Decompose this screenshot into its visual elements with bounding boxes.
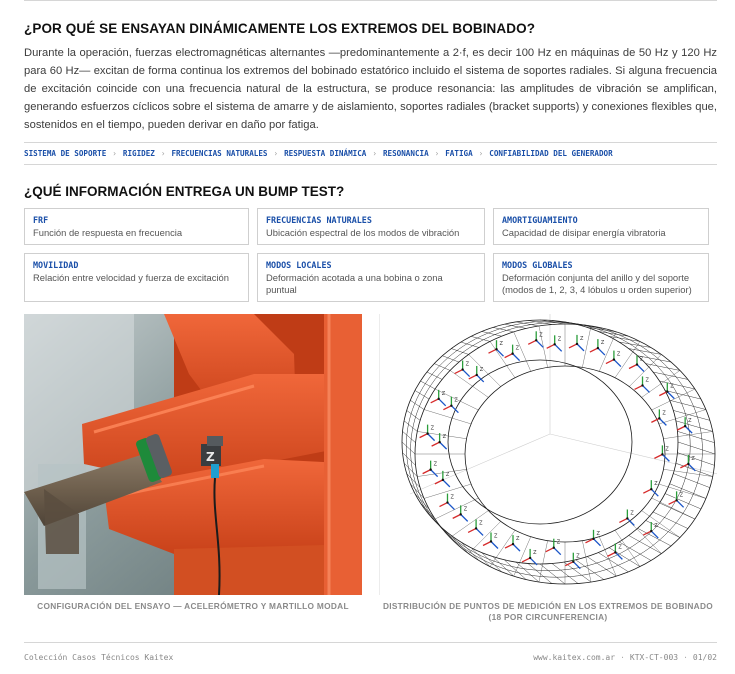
point-axis-label: Z xyxy=(630,510,634,517)
measurement-point xyxy=(460,513,462,515)
point-axis-y xyxy=(463,370,470,377)
measurement-point xyxy=(684,425,686,427)
card-description: Función de respuesta en frecuencia xyxy=(33,227,183,238)
mesh-line xyxy=(677,431,714,442)
point-axis-y xyxy=(447,503,454,510)
point-axis-x xyxy=(488,349,496,353)
point-axis-label: Z xyxy=(454,397,458,404)
point-axis-x xyxy=(522,558,530,562)
point-axis-label: Z xyxy=(433,461,438,468)
top-divider xyxy=(24,0,717,1)
measurement-point xyxy=(438,441,440,443)
point-axis-label: Z xyxy=(533,549,537,556)
point-axis-y xyxy=(614,360,621,367)
point-axis-label: Z xyxy=(499,341,503,348)
measurement-point xyxy=(429,468,431,470)
point-axis-label: Z xyxy=(579,335,584,342)
point-axis-y xyxy=(651,531,658,538)
mesh-line xyxy=(673,474,710,488)
intro-paragraph: Durante la operación, fuerzas electromagnéticas alternantes —predominantemente a 2·f, es decir 100 Hz en máquinas de 50 Hz y 120 Hz para 60 Hz— excitan de forma continua los extremos del bobinado estatórico incluido el sistema de soportes radiales. Si alguna frecuencia de excitación coincide con una frecuencia natural de la estructura, se produce resonancia: las amplitudes de vibración se amplifican, generando esfuerzos cíclicos sobre el sistema de amarre y de aislamiento, soportes radiales (bracket supports) y conexiones flexibles que, sostenidos en el tiempo, pueden derivar en daño por fatiga. xyxy=(24,47,717,132)
measurement-point xyxy=(641,384,643,386)
measurement-point xyxy=(512,543,514,545)
measurement-points-diagram xyxy=(379,314,717,595)
info-card-frf xyxy=(24,208,249,245)
point-axis-label: Z xyxy=(465,361,470,368)
mesh-line xyxy=(450,511,488,538)
point-axis-label: Z xyxy=(691,455,695,462)
point-axis-x xyxy=(432,442,440,446)
mesh-line xyxy=(539,541,548,582)
point-axis-label: Z xyxy=(679,492,684,499)
mesh-line xyxy=(461,342,479,347)
point-axis-label: Z xyxy=(450,494,454,501)
point-axis-label: Z xyxy=(494,533,498,540)
point-axis-y xyxy=(461,514,468,521)
measurement-point xyxy=(553,343,555,345)
point-axis-label: Z xyxy=(479,366,484,373)
point-axis-label: Z xyxy=(479,520,483,527)
info-card-global-modes xyxy=(493,253,709,302)
mesh-line xyxy=(528,320,552,324)
footer-document-code: KTX-CT-003 xyxy=(629,653,679,662)
mesh-line xyxy=(451,535,468,553)
point-axis-x xyxy=(420,434,428,438)
test-setup-illustration xyxy=(24,314,362,595)
tag-separator: › xyxy=(273,149,279,158)
point-axis-y xyxy=(598,348,605,355)
measurement-point xyxy=(687,463,689,465)
point-axis-x xyxy=(455,370,463,374)
point-axis-x xyxy=(439,503,447,507)
mesh-line xyxy=(663,469,712,476)
measurement-point xyxy=(450,404,452,406)
footer-website[interactable]: www.kaitex.com.ar xyxy=(533,653,616,662)
measurement-point xyxy=(461,368,463,370)
keyword-tag[interactable]: RESONANCIA xyxy=(382,149,429,158)
mesh-line xyxy=(629,349,662,355)
measurement-point xyxy=(658,417,660,419)
section-title-bump-test: ¿QUÉ INFORMACIÓN ENTREGA UN BUMP TEST? xyxy=(24,184,345,199)
mesh-line xyxy=(410,400,424,409)
footer-page-number: 01/02 xyxy=(692,653,717,662)
mesh-line xyxy=(579,326,591,367)
point-axis-x xyxy=(669,500,677,504)
measurement-point xyxy=(437,398,439,400)
measurement-point xyxy=(442,479,444,481)
measurement-point xyxy=(529,557,531,559)
keyword-tag[interactable]: FRECUENCIAS NATURALES xyxy=(171,149,268,158)
footer-separator: · xyxy=(620,653,625,662)
info-card-grid xyxy=(24,208,717,302)
point-axis-label: Z xyxy=(654,523,658,530)
bottom-divider xyxy=(24,642,717,643)
mesh-line xyxy=(652,389,695,410)
point-axis-y xyxy=(651,489,658,496)
card-title: AMORTIGUAMIENTO xyxy=(502,215,578,225)
card-title: MOVILIDAD xyxy=(33,260,79,270)
card-title: FRF xyxy=(33,215,49,225)
measurement-point xyxy=(572,560,574,562)
point-axis-y xyxy=(662,454,669,461)
point-axis-y xyxy=(555,344,562,351)
winding-end-wireframe xyxy=(380,314,717,595)
measurement-point xyxy=(446,501,448,503)
measurement-point xyxy=(614,551,616,553)
mesh-line xyxy=(514,537,531,576)
card-title: MODOS LOCALES xyxy=(266,260,332,270)
mesh-line xyxy=(642,370,680,397)
point-axis-x xyxy=(423,470,431,474)
tag-separator: › xyxy=(478,149,484,158)
card-title: FRECUENCIAS NATURALES xyxy=(266,215,372,225)
point-axis-y xyxy=(577,344,584,351)
point-axis-y xyxy=(554,548,561,555)
point-axis-y xyxy=(677,500,684,507)
keyword-tag[interactable]: SISTEMA DE SOPORTE xyxy=(24,149,107,158)
measurement-point xyxy=(490,540,492,542)
point-axis-x xyxy=(565,562,573,566)
measurement-point xyxy=(535,339,537,341)
info-card-mobility xyxy=(24,253,249,302)
point-axis-x xyxy=(607,552,615,556)
mesh-line xyxy=(420,503,435,519)
sensor-connector xyxy=(211,464,219,478)
point-axis-x xyxy=(606,360,614,364)
point-axis-x xyxy=(629,365,637,369)
point-axis-label: Z xyxy=(515,345,520,352)
mesh-line xyxy=(427,512,442,529)
point-axis-y xyxy=(476,528,483,535)
point-axis-label: Z xyxy=(441,390,446,397)
point-axis-y xyxy=(637,365,644,372)
point-axis-label: Z xyxy=(639,356,644,363)
tag-separator: › xyxy=(434,149,440,158)
info-card-natural-frequencies xyxy=(257,208,485,245)
point-axis-y xyxy=(440,442,447,449)
point-axis-label: Z xyxy=(665,446,669,453)
point-axis-y xyxy=(573,562,580,569)
point-axis-label: Z xyxy=(445,471,450,478)
mesh-line xyxy=(450,370,488,397)
point-axis-y xyxy=(443,480,450,487)
mesh-line xyxy=(402,442,415,454)
tag-separator: › xyxy=(160,149,166,158)
point-axis-label: Z xyxy=(688,418,692,425)
mesh-line xyxy=(582,541,591,582)
measurement-point xyxy=(613,358,615,360)
measurement-point xyxy=(650,530,652,532)
measurement-point xyxy=(576,343,578,345)
keyword-tag[interactable]: RIGIDEZ xyxy=(122,149,155,158)
card-description: Capacidad de disipar energía vibratoria xyxy=(502,227,666,238)
mesh-line xyxy=(676,421,713,432)
point-axis-label: Z xyxy=(645,377,649,384)
point-axis-y xyxy=(491,541,498,548)
info-card-local-modes xyxy=(257,253,485,302)
card-description: Relación entre velocidad y fuerza de excitación xyxy=(33,272,229,283)
mesh-line xyxy=(540,564,565,584)
tag-separator: › xyxy=(112,149,117,158)
measurement-point xyxy=(661,453,663,455)
point-axis-y xyxy=(439,399,446,406)
mesh-line xyxy=(469,354,501,386)
point-axis-y xyxy=(477,375,484,382)
mesh-line xyxy=(516,562,539,582)
measurement-point xyxy=(426,432,428,434)
point-axis-y xyxy=(615,552,622,559)
info-card-damping xyxy=(493,208,709,245)
point-axis-x xyxy=(619,518,627,522)
measurement-point xyxy=(475,527,477,529)
point-axis-label: Z xyxy=(662,410,666,417)
mesh-line xyxy=(678,442,715,454)
diagram-caption: DISTRIBUCIÓN DE PUNTOS DE MEDICIÓN EN LOS EXTREMOS DE BOBINADO (18 POR CIRCUNFERENCIA) xyxy=(382,601,714,622)
measurement-point xyxy=(476,374,478,376)
mesh-line xyxy=(407,410,420,420)
point-axis-label: Z xyxy=(442,434,447,441)
measurement-point xyxy=(675,499,677,501)
mesh-line xyxy=(451,349,468,355)
mesh-line xyxy=(677,453,714,466)
point-axis-x xyxy=(547,344,555,348)
measurement-point xyxy=(495,348,497,350)
point-axis-label: Z xyxy=(430,425,435,432)
measurement-point xyxy=(597,347,599,349)
measurement-point xyxy=(511,352,513,354)
point-axis-y xyxy=(643,385,650,392)
keyword-tag[interactable]: RESPUESTA DINÁMICA xyxy=(284,149,367,158)
point-axis-label: Z xyxy=(516,536,520,543)
point-axis-y xyxy=(431,470,438,477)
point-axis-x xyxy=(469,375,477,379)
point-axis-label: Z xyxy=(670,383,674,390)
mesh-line xyxy=(403,431,416,442)
photo-caption: CONFIGURACIÓN DEL ENSAYO — ACELERÓMETRO Y MARTILLO MODAL xyxy=(37,601,349,611)
point-axis-x xyxy=(431,399,439,403)
point-axis-y xyxy=(513,354,520,361)
mesh-line xyxy=(424,410,471,424)
mesh-line xyxy=(670,400,706,409)
card-description: Ubicación espectral de los modos de vibración xyxy=(266,227,460,238)
card-description: Deformación acotada a una bobina o zona puntual xyxy=(266,272,443,295)
point-axis-label: Z xyxy=(654,481,658,488)
mesh-line xyxy=(471,336,490,341)
point-axis-label: Z xyxy=(556,539,561,546)
point-axis-y xyxy=(594,539,601,546)
point-axis-x xyxy=(443,406,451,410)
point-axis-label: Z xyxy=(616,351,621,358)
measurement-point xyxy=(666,390,668,392)
point-axis-x xyxy=(546,548,554,552)
sensor-axis-label: Z xyxy=(206,450,215,464)
mesh-line xyxy=(442,356,459,362)
footer-meta xyxy=(533,653,717,662)
test-setup-photo xyxy=(24,314,362,595)
keyword-tag[interactable]: CONFIABILIDAD DEL GENERADOR xyxy=(489,149,613,158)
footer-separator: · xyxy=(683,653,688,662)
section-title-why: ¿POR QUÉ SE ENSAYAN DINÁMICAMENTE LOS EXTREMOS DEL BOBINADO? xyxy=(24,21,536,36)
mesh-line xyxy=(461,542,479,561)
mesh-line xyxy=(415,494,429,509)
point-axis-x xyxy=(505,544,513,548)
keyword-tag[interactable]: FATIGA xyxy=(445,149,473,158)
mesh-line xyxy=(434,364,450,371)
point-axis-x xyxy=(677,426,685,430)
measurement-point xyxy=(650,488,652,490)
point-axis-x xyxy=(643,489,651,493)
mesh-line xyxy=(598,331,628,336)
point-axis-x xyxy=(468,528,476,532)
mesh-line xyxy=(663,431,712,438)
point-axis-x xyxy=(483,541,491,545)
point-axis-label: Z xyxy=(600,340,605,347)
point-axis-x xyxy=(435,480,443,484)
mesh-line xyxy=(404,421,417,432)
mesh-line xyxy=(670,484,706,499)
point-axis-x xyxy=(505,354,513,358)
footer-collection: Colección Casos Técnicos Kaitex xyxy=(24,653,174,662)
keyword-tag-bar xyxy=(24,142,717,165)
card-title: MODOS GLOBALES xyxy=(502,260,573,270)
mesh-line xyxy=(482,331,502,336)
point-axis-x xyxy=(654,454,662,458)
point-axis-x xyxy=(635,385,643,389)
point-axis-y xyxy=(513,544,520,551)
point-axis-label: Z xyxy=(576,553,580,560)
mesh-line xyxy=(652,498,695,519)
point-axis-label: Z xyxy=(539,332,543,339)
point-axis-x xyxy=(453,514,461,518)
point-axis-label: Z xyxy=(557,336,562,343)
measurement-point xyxy=(626,517,628,519)
point-axis-y xyxy=(428,434,435,441)
point-axis-label: Z xyxy=(596,530,600,537)
measurement-point xyxy=(592,538,594,540)
mesh-line xyxy=(434,520,450,537)
point-axis-x xyxy=(569,344,577,348)
mesh-line xyxy=(615,341,640,377)
point-axis-x xyxy=(590,348,598,352)
mesh-line xyxy=(653,512,688,529)
point-axis-x xyxy=(528,340,536,344)
point-axis-label: Z xyxy=(463,506,468,513)
card-description: Deformación conjunta del anillo y del soporte (modos de 1, 2, 3, 4 lóbulos u orden superior) xyxy=(502,272,692,295)
measurement-point xyxy=(553,547,555,549)
tag-separator: › xyxy=(372,149,377,158)
point-axis-label: Z xyxy=(618,544,622,551)
measurement-point xyxy=(636,363,638,365)
point-axis-x xyxy=(659,392,667,396)
